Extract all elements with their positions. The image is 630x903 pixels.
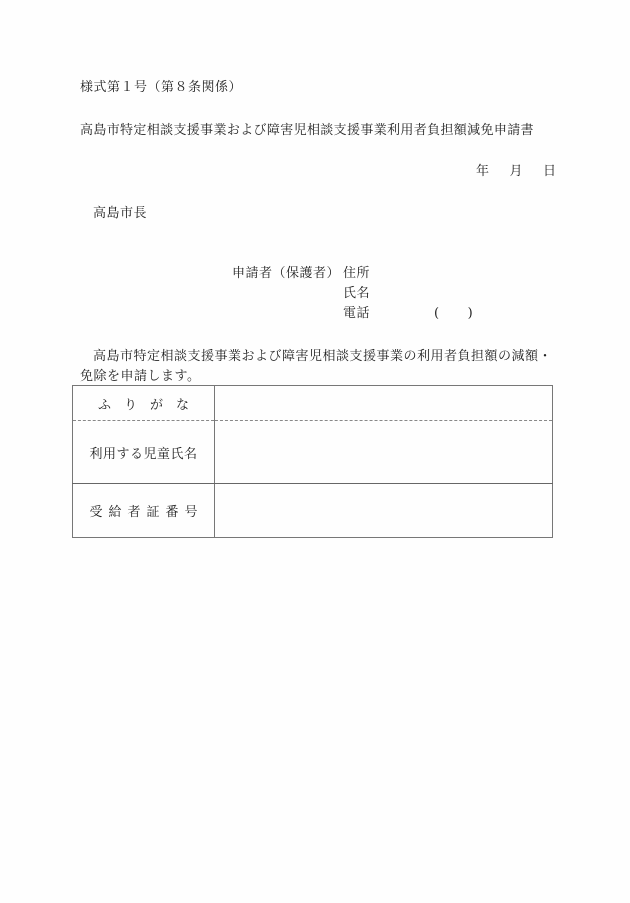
furigana-value-field[interactable] [215, 386, 553, 421]
applicant-label: 申請者（保護者） [232, 266, 341, 281]
certificate-number-value-field[interactable] [215, 484, 553, 538]
phone-area-code-parens [434, 306, 473, 322]
date-line [476, 164, 557, 180]
phone-label: 電話 [343, 306, 371, 321]
address-label: 住所 [343, 266, 371, 281]
table-row-furigana [73, 386, 553, 421]
paren-open: ( [434, 306, 440, 321]
paren-close: ) [467, 306, 474, 321]
child-name-label: 利用する児童氏名 [73, 421, 215, 484]
table-row-child-name [73, 421, 553, 484]
table-row-certificate-number [73, 484, 553, 538]
form-number: 様式第１号（第８条関係） [80, 80, 243, 95]
applicant-info-table [72, 385, 553, 538]
furigana-label: ふりがな [73, 386, 215, 421]
month-label: 月 [509, 164, 524, 179]
year-label: 年 [476, 164, 490, 179]
addressee: 高島市長 [93, 206, 148, 221]
document-title: 高島市特定相談支援事業および障害児相談支援事業利用者負担額減免申請書 [80, 123, 534, 138]
day-label: 日 [543, 164, 557, 179]
application-statement: 高島市特定相談支援事業および障害児相談支援事業の利用者負担額の減額・免除を申請します。 [80, 349, 553, 384]
certificate-number-label: 受給者証番号 [73, 484, 215, 538]
name-label: 氏名 [343, 286, 371, 301]
child-name-value-field[interactable] [215, 421, 553, 484]
